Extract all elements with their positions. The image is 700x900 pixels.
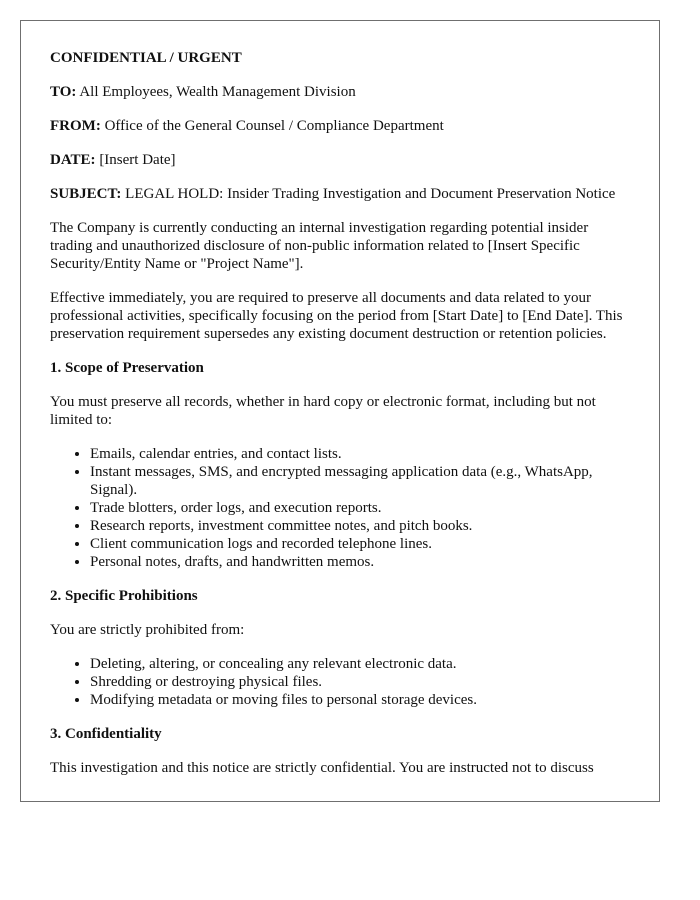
list-item: • Instant messages, SMS, and encrypted messaging application data (e.g., WhatsApp, Signal). (90, 463, 630, 499)
list-item: • Deleting, altering, or concealing any relevant electronic data. (90, 655, 630, 673)
scope-intro: You must preserve all records, whether in hard copy or electronic format, including but not limited to: (50, 394, 596, 428)
prohibitions-intro: You are strictly prohibited from: (50, 622, 245, 638)
section-heading-prohibitions: 2. Specific Prohibitions (50, 588, 198, 604)
section-heading-scope: 1. Scope of Preservation (50, 360, 204, 376)
from-line (50, 117, 630, 135)
to-value: All Employees, Wealth Management Division (76, 84, 356, 100)
subject-value: LEGAL HOLD: Insider Trading Investigation and Document Preservation Notice (121, 186, 616, 202)
list-item: • Modifying metadata or moving files to personal storage devices. (90, 691, 630, 709)
subject-line (50, 185, 630, 203)
intro-paragraph: The Company is currently conducting an internal investigation regarding potential insider trading and unauthorized disclosure of non-public information related to [Insert Specific Security/Entity Name or "Project Name"]. (50, 220, 589, 272)
list-item: • Trade blotters, order logs, and execution reports. (90, 499, 630, 517)
list-item: • Shredding or destroying physical files. (90, 673, 630, 691)
memo-body (21, 21, 659, 777)
from-value: Office of the General Counsel / Compliance Department (100, 118, 444, 134)
date-value: [Insert Date] (95, 152, 176, 168)
prohibitions-list (50, 655, 630, 709)
memo-document (20, 20, 660, 802)
list-item: • Personal notes, drafts, and handwritten memos. (90, 553, 630, 571)
list-item: • Research reports, investment committee notes, and pitch books. (90, 517, 630, 535)
preservation-paragraph: Effective immediately, you are required to preserve all documents and data related to your professional activities, specifically focusing on the period from [Start Date] to [End Date]. This preservation requirement supersedes any existing document destruction or retention policies. (50, 290, 623, 342)
date-line (50, 151, 630, 169)
to-line (50, 83, 630, 101)
to-label: TO: (50, 84, 77, 100)
scope-list (50, 445, 630, 571)
from-label: FROM: (50, 118, 101, 134)
classification-heading: CONFIDENTIAL / URGENT (50, 50, 242, 66)
subject-label: SUBJECT: (50, 186, 122, 202)
list-item: • Emails, calendar entries, and contact lists. (90, 445, 630, 463)
confidentiality-paragraph: This investigation and this notice are strictly confidential. You are instructed not to discuss (50, 760, 594, 776)
date-label: DATE: (50, 152, 96, 168)
list-item: • Client communication logs and recorded telephone lines. (90, 535, 630, 553)
section-heading-confidentiality: 3. Confidentiality (50, 726, 162, 742)
